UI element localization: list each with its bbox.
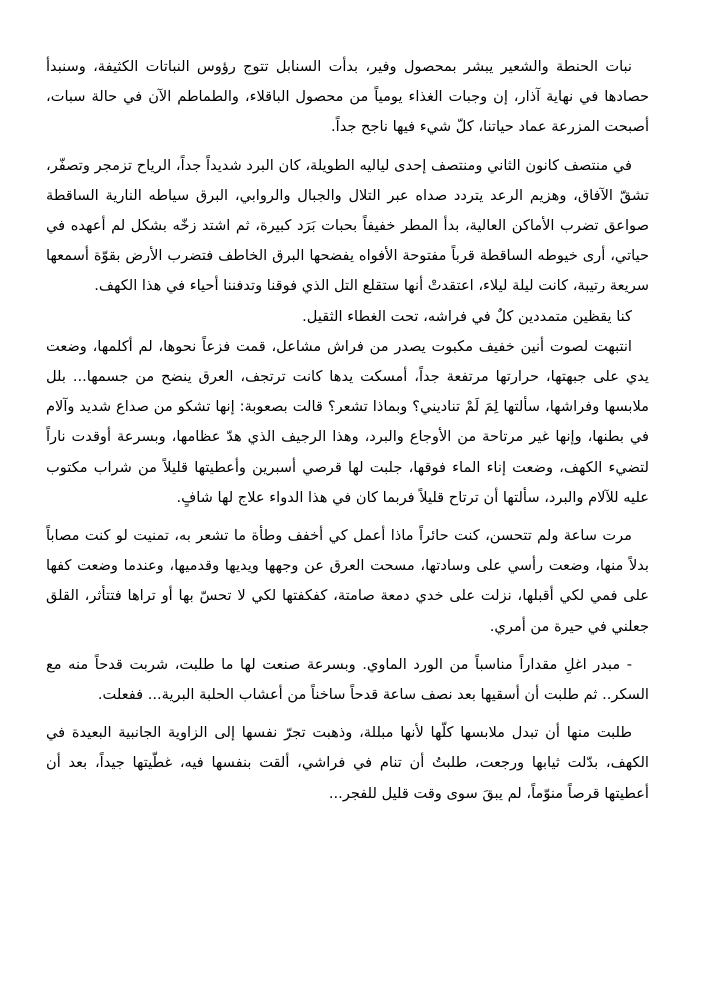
document-page <box>0 52 701 809</box>
paragraph-lying-awake: كنا يقظين متمددين كلٌ في فراشه، تحت الغطاء الثقيل. <box>302 307 632 325</box>
paragraph-storm-night: في منتصف كانون الثاني ومنتصف إحدى لياليه الطويلة، كان البرد شديداً جداً، الرياح تزمجر وتصفّر، تشقّ الآفاق، وهزيم الرعد يتردد صداه عبر التلال والجبال والروابي، البرق سياطه النارية الساقطة صواعق تضرب الأماكن العالية، بدأ المطر خفيفاً بحبات بَرَد كبيرة، ثم اشتد زخّه بشكل لم أعهده في حياتي، أرى خيوطه الساقطة قرباً مفتوحة الأفواه يفضحها البرق الخاطف فتضرب الأرض بقوّة أسمعها سريعة رتيبة، كانت ليلة ليلاء، اعتقدتْ أنها ستقلع التل الذي فوقنا وتدفننا أحياء في هذا الكهف. <box>46 156 649 295</box>
paragraph-worry: مرت ساعة ولم تتحسن، كنت حائراً ماذا أعمل كي أخفف وطأة ما تشعر به، تمنيت لو كنت مصاباً بدلاً منها، وضعت رأسي على وسادتها، مسحت العرق عن وجهها ويديها وقدميها، وعندما وضعت كفها على فمي لكي أقبلها، نزلت على خدي دمعة صامتة، كفكفتها لكي لا تحسّ بها أو تراها فتتأثر، القلق جعلني في حيرة من أمري. <box>46 527 649 635</box>
paragraph-dialogue-remedy: - مبدر اغلِ مقداراً مناسباً من الورد الماوي. وبسرعة صنعت لها ما طلبت، شربت قدحاً منه مع السكر.. ثم طلبت أن أسقيها بعد نصف ساعة قدحاً ساخناً من أعشاب الحلبة البرية... ففعلت. <box>46 655 649 704</box>
paragraph-harvest: نبات الحنطة والشعير يبشر بمحصول وفير، بدأت السنابل تتوج رؤوس النباتات الكثيفة، وسنبدأ حصادها في نهاية آذار، إن وجبات الغذاء يومياً من محصول الباقلاء، والطماطم الآن في حالة سبات، أصبحت المزرعة عماد حياتنا، كلّ شيء فيها ناجح جداً. <box>46 58 649 136</box>
paragraph-change-clothes: طلبت منها أن تبدل ملابسها كلّها لأنها مبللة، وذهبت تجرّ نفسها إلى الزاوية الجانبية البعيدة في الكهف، بدّلت ثيابها ورجعت، طلبتُ أن تنام في فراشي، ألقت بنفسها فيه، غطّيتها جيداً، بعد أن أعطيتها قرصاً منوّماً، لم يبقَ سوى وقت قليل للفجر... <box>46 724 649 802</box>
paragraph-fever: انتبهت لصوت أنين خفيف مكبوت يصدر من فراش مشاعل، قمت فزعاً نحوها، لم أكلمها، وضعت يدي على جبهتها، حرارتها مرتفعة جداً، أمسكت يدها كانت ترتجف، العرق ينضح من جسمها... بلل ملابسها وفراشها، سألتها لِمَ لَمْ تناديني؟ وبماذا تشعر؟ قالت بصعوبة: إنها تشكو من صداع شديد وآلام في بطنها، وإنها غير مرتاحة من الأوجاع والبرد، وهذا الرجيف الذي هدّ عظامها، وبسرعة أوقدت ناراً لتضيء الكهف، وضعت إناء الماء فوقها، جلبت لها قرصي أسبرين وأعطيتها قليلاً من شراب مكتوب عليه للآلام والبرد، سألتها أن ترتاح قليلاً فربما كان في هذا الدواء علاج لها شافٍ. <box>46 337 649 506</box>
